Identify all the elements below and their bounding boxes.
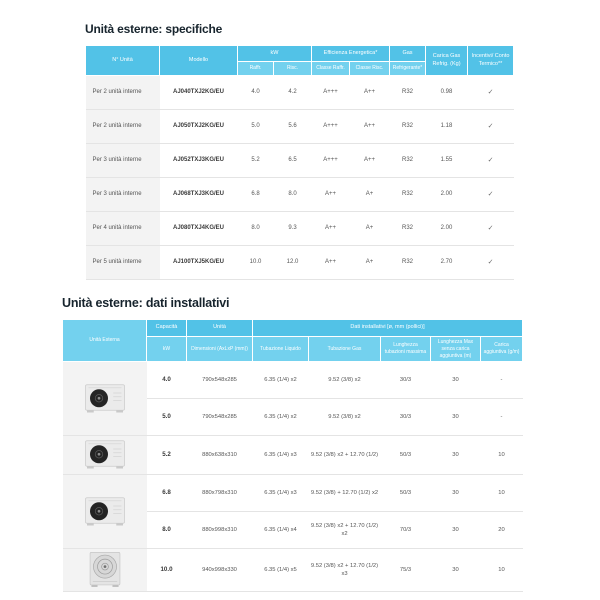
col-header-efficienza: Efficienza Energetica* xyxy=(312,46,390,62)
install-table xyxy=(62,319,523,592)
gas-pipe-cell: 9.52 (3/8) x2 + 12.70 (1/2) x3 xyxy=(309,549,381,592)
charge-cell: 0.98 xyxy=(426,76,468,110)
gas-pipe-cell: 9.52 (3/8) x2 xyxy=(309,399,381,436)
extra-charge-cell: - xyxy=(481,362,523,399)
max-no-charge-cell: 30 xyxy=(431,475,481,512)
capacity-cell: 5.2 xyxy=(147,436,187,475)
max-no-charge-cell: 30 xyxy=(431,399,481,436)
col-header-classe-risc: Classe Risc. xyxy=(350,62,390,76)
col-header-kw: kW xyxy=(238,46,312,62)
kw-cool-cell: 5.0 xyxy=(238,110,274,144)
unit-count-cell: Per 5 unità interne xyxy=(86,246,160,280)
col-header-raffr: Raffr. xyxy=(238,62,274,76)
liquid-pipe-cell: 6.35 (1/4) x2 xyxy=(253,399,309,436)
kw-heat-cell: 6.5 xyxy=(274,144,312,178)
spec-row xyxy=(86,212,514,246)
dimensions-cell: 880x798x310 xyxy=(187,475,253,512)
max-length-cell: 50/3 xyxy=(381,436,431,475)
check-icon: ✓ xyxy=(468,178,514,212)
unit-count-cell: Per 3 unità interne xyxy=(86,178,160,212)
max-no-charge-cell: 30 xyxy=(431,512,481,549)
charge-cell: 1.18 xyxy=(426,110,468,144)
gas-cell: R32 xyxy=(390,212,426,246)
capacity-cell: 5.0 xyxy=(147,399,187,436)
col-header-lunghezza-max: Lunghezza tubazioni massima xyxy=(381,337,431,362)
extra-charge-cell: 10 xyxy=(481,436,523,475)
check-icon: ✓ xyxy=(468,110,514,144)
charge-cell: 2.00 xyxy=(426,178,468,212)
capacity-cell: 10.0 xyxy=(147,549,187,592)
check-icon: ✓ xyxy=(468,76,514,110)
install-row xyxy=(63,475,523,512)
max-length-cell: 30/3 xyxy=(381,362,431,399)
outdoor-unit-photo xyxy=(63,362,147,436)
dimensions-cell: 880x998x310 xyxy=(187,512,253,549)
gas-cell: R32 xyxy=(390,110,426,144)
model-cell: AJ050TXJ2KG/EU xyxy=(160,110,238,144)
class-heat-cell: A+ xyxy=(350,178,390,212)
col-header-refrigerante: Refrigerante* xyxy=(390,62,426,76)
spec-row xyxy=(86,178,514,212)
install-table-header xyxy=(63,320,523,362)
kw-heat-cell: 5.6 xyxy=(274,110,312,144)
capacity-cell: 8.0 xyxy=(147,512,187,549)
charge-cell: 2.00 xyxy=(426,212,468,246)
spec-title: Unità esterne: specifiche xyxy=(85,22,223,36)
col-header-tubazione-liquido: Tubazione Liquido xyxy=(253,337,309,362)
spec-section xyxy=(85,22,513,280)
kw-cool-cell: 8.0 xyxy=(238,212,274,246)
outdoor-unit-image xyxy=(81,382,129,416)
kw-heat-cell: 12.0 xyxy=(274,246,312,280)
liquid-pipe-cell: 6.35 (1/4) x2 xyxy=(253,362,309,399)
col-header-kw: kW xyxy=(147,337,187,362)
dimensions-cell: 790x548x285 xyxy=(187,362,253,399)
charge-cell: 2.70 xyxy=(426,246,468,280)
gas-pipe-cell: 9.52 (3/8) x2 + 12.70 (1/2) x2 xyxy=(309,512,381,549)
kw-cool-cell: 5.2 xyxy=(238,144,274,178)
col-header-unita-esterna: Unità Esterna xyxy=(63,320,147,362)
model-cell: AJ080TXJ4KG/EU xyxy=(160,212,238,246)
gas-cell: R32 xyxy=(390,144,426,178)
class-cool-cell: A++ xyxy=(312,178,350,212)
liquid-pipe-cell: 6.35 (1/4) x4 xyxy=(253,512,309,549)
max-length-cell: 75/3 xyxy=(381,549,431,592)
install-row xyxy=(63,549,523,592)
liquid-pipe-cell: 6.35 (1/4) x3 xyxy=(253,436,309,475)
class-heat-cell: A+ xyxy=(350,246,390,280)
dimensions-cell: 880x638x310 xyxy=(187,436,253,475)
spec-row xyxy=(86,144,514,178)
kw-cool-cell: 10.0 xyxy=(238,246,274,280)
model-cell: AJ040TXJ2KG/EU xyxy=(160,76,238,110)
col-header-carica-aggiuntiva: Carica aggiuntiva (g/m) xyxy=(481,337,523,362)
col-header-tubazione-gas: Tubazione Gas xyxy=(309,337,381,362)
gas-cell: R32 xyxy=(390,246,426,280)
model-cell: AJ100TXJ5KG/EU xyxy=(160,246,238,280)
max-no-charge-cell: 30 xyxy=(431,362,481,399)
liquid-pipe-cell: 6.35 (1/4) x3 xyxy=(253,475,309,512)
class-cool-cell: A++ xyxy=(312,212,350,246)
charge-cell: 1.55 xyxy=(426,144,468,178)
col-header-gas: Gas xyxy=(390,46,426,62)
extra-charge-cell: 10 xyxy=(481,475,523,512)
spec-row xyxy=(86,246,514,280)
class-cool-cell: A+++ xyxy=(312,144,350,178)
col-header-incentivi: Incentivi/ Conto Termico** xyxy=(468,46,514,76)
spec-row xyxy=(86,110,514,144)
check-icon: ✓ xyxy=(468,144,514,178)
col-header-dati-installativi: Dati installativi [ø, mm (pollici)] xyxy=(253,320,523,337)
gas-pipe-cell: 9.52 (3/8) x2 + 12.70 (1/2) xyxy=(309,436,381,475)
unit-count-cell: Per 4 unità interne xyxy=(86,212,160,246)
unit-count-cell: Per 3 unità interne xyxy=(86,144,160,178)
spec-row xyxy=(86,76,514,110)
gas-pipe-cell: 9.52 (3/8) + 12.70 (1/2) x2 xyxy=(309,475,381,512)
outdoor-unit-photo xyxy=(63,436,147,475)
col-header-unita: Unità xyxy=(187,320,253,337)
kw-heat-cell: 8.0 xyxy=(274,178,312,212)
gas-cell: R32 xyxy=(390,178,426,212)
check-icon: ✓ xyxy=(468,246,514,280)
kw-heat-cell: 9.3 xyxy=(274,212,312,246)
class-heat-cell: A+ xyxy=(350,212,390,246)
max-no-charge-cell: 30 xyxy=(431,436,481,475)
col-header-modello: Modello xyxy=(160,46,238,76)
kw-heat-cell: 4.2 xyxy=(274,76,312,110)
capacity-cell: 4.0 xyxy=(147,362,187,399)
dimensions-cell: 790x548x285 xyxy=(187,399,253,436)
outdoor-unit-large-image xyxy=(83,551,127,589)
kw-cool-cell: 6.8 xyxy=(238,178,274,212)
unit-count-cell: Per 2 unità interne xyxy=(86,110,160,144)
extra-charge-cell: - xyxy=(481,399,523,436)
check-icon: ✓ xyxy=(468,212,514,246)
col-header-capacita: Capacità xyxy=(147,320,187,337)
max-length-cell: 70/3 xyxy=(381,512,431,549)
extra-charge-cell: 10 xyxy=(481,549,523,592)
spec-table-header xyxy=(86,46,514,76)
col-header-carica-gas: Carica Gas Refrig. (Kg) xyxy=(426,46,468,76)
col-header-lunghezza-senza-carica: Lunghezza Max senza carica aggiuntiva (m) xyxy=(431,337,481,362)
class-heat-cell: A++ xyxy=(350,76,390,110)
col-header-risc: Risc. xyxy=(274,62,312,76)
outdoor-unit-photo xyxy=(63,549,147,592)
outdoor-unit-photo xyxy=(63,475,147,549)
model-cell: AJ052TXJ3KG/EU xyxy=(160,144,238,178)
class-cool-cell: A++ xyxy=(312,246,350,280)
extra-charge-cell: 20 xyxy=(481,512,523,549)
max-length-cell: 50/3 xyxy=(381,475,431,512)
col-header-n-unita: N° Unità xyxy=(86,46,160,76)
spec-table xyxy=(85,45,514,280)
class-heat-cell: A++ xyxy=(350,144,390,178)
class-cool-cell: A+++ xyxy=(312,110,350,144)
col-header-classe-raffr: Classe Raffr. xyxy=(312,62,350,76)
capacity-cell: 6.8 xyxy=(147,475,187,512)
install-section xyxy=(62,296,522,592)
max-no-charge-cell: 30 xyxy=(431,549,481,592)
liquid-pipe-cell: 6.35 (1/4) x5 xyxy=(253,549,309,592)
install-row xyxy=(63,362,523,399)
unit-count-cell: Per 2 unità interne xyxy=(86,76,160,110)
gas-cell: R32 xyxy=(390,76,426,110)
max-length-cell: 30/3 xyxy=(381,399,431,436)
model-cell: AJ068TXJ3KG/EU xyxy=(160,178,238,212)
outdoor-unit-image xyxy=(81,438,129,472)
class-heat-cell: A++ xyxy=(350,110,390,144)
class-cool-cell: A+++ xyxy=(312,76,350,110)
install-title: Unità esterne: dati installativi xyxy=(62,296,230,310)
dimensions-cell: 940x998x330 xyxy=(187,549,253,592)
gas-pipe-cell: 9.52 (3/8) x2 xyxy=(309,362,381,399)
install-row xyxy=(63,436,523,475)
col-header-dimensioni: Dimensioni (AxLxP (mm)) xyxy=(187,337,253,362)
outdoor-unit-image xyxy=(81,495,129,529)
kw-cool-cell: 4.0 xyxy=(238,76,274,110)
